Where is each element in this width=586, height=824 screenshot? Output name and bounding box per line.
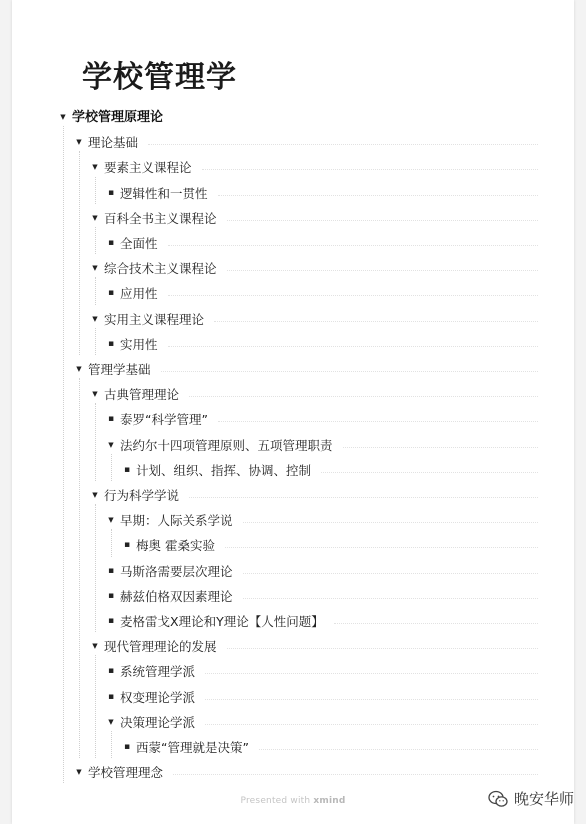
outline-item-label: 计划、组织、指挥、协调、控制 bbox=[136, 462, 312, 478]
dotted-leader bbox=[168, 245, 538, 246]
outline-item-row[interactable] bbox=[104, 281, 538, 306]
tree-guide-line bbox=[111, 454, 112, 481]
outline-item-label: 理论基础 bbox=[88, 135, 139, 151]
outline-item-label: 要素主义课程论 bbox=[104, 160, 192, 176]
outline-item-row[interactable] bbox=[104, 584, 538, 609]
collapse-triangle-icon[interactable]: ▼ bbox=[76, 768, 82, 777]
outline-item-label: 西蒙“管理就是决策” bbox=[136, 740, 249, 755]
outline-item-label: 古典管理理论 bbox=[104, 387, 180, 403]
outline-item-label: 法约尔十四项管理原则、五项管理职责 bbox=[120, 437, 333, 453]
dotted-leader bbox=[173, 774, 538, 775]
dotted-leader bbox=[189, 396, 538, 397]
outline-item-row[interactable] bbox=[104, 231, 538, 256]
outline-item-label: 综合技术主义课程论 bbox=[104, 261, 217, 277]
collapse-triangle-icon[interactable]: ▼ bbox=[108, 440, 114, 449]
dotted-leader bbox=[343, 447, 538, 448]
outline-tree bbox=[12, 0, 574, 824]
tree-guide-line bbox=[79, 378, 80, 758]
outline-topic-row[interactable] bbox=[72, 357, 538, 382]
outline-subitem-row[interactable] bbox=[120, 458, 538, 483]
tree-guide-line bbox=[111, 731, 112, 758]
outline-item-label: 马斯洛需要层次理论 bbox=[120, 563, 233, 579]
bullet-square-icon: ▪ bbox=[107, 414, 115, 425]
outline-item-row[interactable] bbox=[104, 407, 538, 432]
bullet-square-icon: ▪ bbox=[107, 288, 115, 299]
watermark-text: 晚安华师 bbox=[513, 790, 574, 808]
dotted-leader bbox=[214, 321, 538, 322]
dotted-leader bbox=[218, 421, 538, 422]
outline-item-label: 决策理论学派 bbox=[120, 714, 196, 730]
outline-item-row[interactable] bbox=[104, 181, 538, 206]
outline-item-row[interactable] bbox=[104, 609, 538, 634]
outline-subtopic-row[interactable] bbox=[88, 382, 538, 407]
outline-subitem-row[interactable] bbox=[120, 735, 538, 760]
tree-guide-line bbox=[95, 655, 96, 758]
outline-item-label: 实用主义课程理论 bbox=[104, 311, 205, 327]
dotted-leader bbox=[227, 270, 538, 271]
outline-subtopic-row[interactable] bbox=[88, 307, 538, 332]
tree-guide-line bbox=[111, 529, 112, 556]
outline-topic-row[interactable] bbox=[72, 130, 538, 155]
outline-subtopic-row[interactable] bbox=[88, 256, 538, 281]
bullet-square-icon: ▪ bbox=[107, 238, 115, 248]
tree-guide-line bbox=[95, 504, 96, 632]
collapse-triangle-icon[interactable]: ▼ bbox=[108, 717, 114, 726]
dotted-leader bbox=[243, 598, 538, 599]
mindmap-outline-page bbox=[12, 0, 574, 824]
tree-guide-line bbox=[95, 177, 96, 204]
xmind-brand: xmind bbox=[313, 796, 346, 806]
bullet-square-icon: ▪ bbox=[107, 691, 115, 702]
dotted-leader bbox=[148, 144, 538, 145]
dotted-leader bbox=[168, 346, 538, 347]
outline-topic-row[interactable] bbox=[72, 760, 538, 785]
outline-item-label: 逻辑性和一贯性 bbox=[120, 185, 208, 201]
tree-guide-line bbox=[79, 151, 80, 355]
dotted-leader bbox=[218, 195, 538, 196]
collapse-triangle-icon[interactable]: ▼ bbox=[92, 163, 98, 172]
dotted-leader bbox=[225, 547, 538, 548]
outline-item-label: 现代管理理论的发展 bbox=[104, 639, 217, 655]
outline-item-row[interactable] bbox=[104, 433, 538, 458]
collapse-triangle-icon[interactable]: ▼ bbox=[60, 113, 66, 121]
account-watermark bbox=[488, 788, 574, 809]
bullet-square-icon: ▪ bbox=[107, 590, 115, 601]
outline-item-label: 权变理论学派 bbox=[120, 689, 196, 705]
outline-root-row[interactable] bbox=[56, 105, 538, 130]
collapse-triangle-icon[interactable]: ▼ bbox=[108, 516, 114, 525]
page-title: 学校管理学 bbox=[82, 60, 237, 95]
outline-item-row[interactable] bbox=[104, 659, 538, 684]
outline-item-row[interactable] bbox=[104, 559, 538, 584]
outline-item-label: 系统管理学派 bbox=[120, 664, 196, 680]
dotted-leader bbox=[227, 648, 538, 649]
outline-item-row[interactable] bbox=[104, 508, 538, 533]
collapse-triangle-icon[interactable]: ▼ bbox=[92, 642, 98, 651]
outline-item-row[interactable] bbox=[104, 332, 538, 357]
dotted-leader bbox=[161, 371, 538, 372]
dotted-leader bbox=[321, 472, 538, 473]
tree-guide-line bbox=[95, 277, 96, 304]
outline-item-label: 全面性 bbox=[120, 236, 158, 251]
collapse-triangle-icon[interactable]: ▼ bbox=[92, 491, 98, 499]
tree-guide-line bbox=[95, 328, 96, 355]
wechat-icon bbox=[488, 790, 508, 808]
outline-item-label: 行为科学学说 bbox=[104, 488, 180, 503]
dotted-leader bbox=[189, 497, 538, 498]
collapse-triangle-icon[interactable]: ▼ bbox=[76, 138, 82, 147]
outline-item-label: 麦格雷戈X理论和Y理论【人性问题】 bbox=[120, 614, 324, 629]
outline-subtopic-row[interactable] bbox=[88, 634, 538, 659]
collapse-triangle-icon[interactable]: ▼ bbox=[76, 365, 82, 373]
outline-item-label: 管理学基础 bbox=[88, 362, 151, 377]
outline-subtopic-row[interactable] bbox=[88, 483, 538, 508]
dotted-leader bbox=[227, 220, 538, 221]
outline-item-label: 梅奥 霍桑实验 bbox=[136, 538, 215, 554]
tree-guide-line bbox=[63, 126, 64, 783]
dotted-leader bbox=[334, 623, 538, 624]
tree-guide-line bbox=[95, 227, 96, 254]
tree-guide-line bbox=[95, 403, 96, 481]
presented-with-text: Presented with bbox=[240, 796, 311, 806]
outline-item-label: 百科全书主义课程论 bbox=[104, 210, 217, 226]
dotted-leader bbox=[168, 295, 538, 296]
bullet-square-icon: ▪ bbox=[107, 338, 115, 349]
outline-item-label: 早期：人际关系学说 bbox=[120, 513, 233, 529]
outline-subtopic-row[interactable] bbox=[88, 206, 538, 231]
dotted-leader bbox=[205, 724, 538, 725]
collapse-triangle-icon[interactable]: ▼ bbox=[92, 390, 98, 399]
bullet-square-icon: ▪ bbox=[107, 565, 115, 576]
outline-item-label: 学校管理理念 bbox=[88, 765, 164, 781]
bullet-square-icon: ▪ bbox=[107, 616, 115, 626]
collapse-triangle-icon[interactable]: ▼ bbox=[92, 213, 98, 222]
collapse-triangle-icon[interactable]: ▼ bbox=[92, 314, 98, 323]
outline-item-label: 应用性 bbox=[120, 286, 158, 302]
bullet-square-icon: ▪ bbox=[107, 187, 115, 198]
outline-item-row[interactable] bbox=[104, 685, 538, 710]
outline-item-row[interactable] bbox=[104, 710, 538, 735]
outline-item-label: 赫兹伯格双因素理论 bbox=[120, 588, 233, 604]
bullet-square-icon: ▪ bbox=[123, 742, 131, 752]
dotted-leader bbox=[205, 699, 538, 700]
dotted-leader bbox=[205, 673, 538, 674]
bullet-square-icon: ▪ bbox=[123, 464, 131, 475]
dotted-leader bbox=[243, 522, 538, 523]
dotted-leader bbox=[259, 749, 538, 750]
outline-subtopic-row[interactable] bbox=[88, 155, 538, 180]
outline-item-label: 实用性 bbox=[120, 336, 158, 352]
dotted-leader bbox=[202, 169, 538, 170]
outline-item-label: 泰罗“科学管理” bbox=[120, 412, 208, 428]
bullet-square-icon: ▪ bbox=[123, 540, 131, 551]
outline-subitem-row[interactable] bbox=[120, 533, 538, 558]
bullet-square-icon: ▪ bbox=[107, 666, 115, 677]
collapse-triangle-icon[interactable]: ▼ bbox=[92, 264, 98, 273]
outline-item-label: 学校管理原理论 bbox=[72, 110, 164, 125]
dotted-leader bbox=[243, 573, 538, 574]
